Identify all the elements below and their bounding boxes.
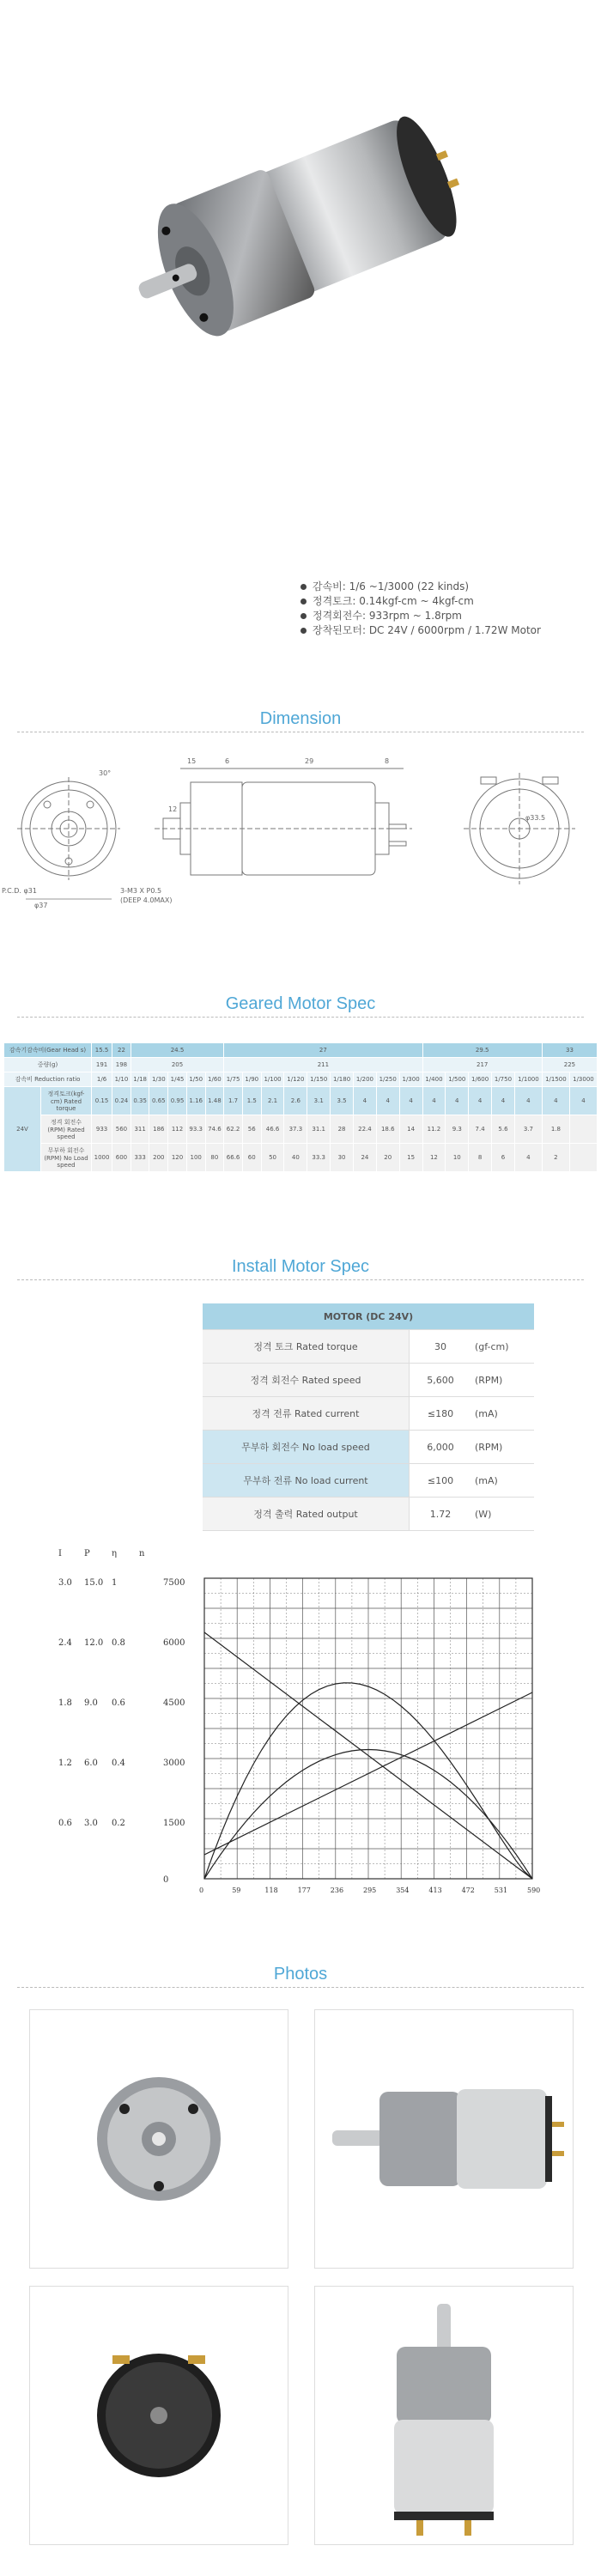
chart-x-tick: 413 bbox=[428, 1886, 442, 1894]
spec-noload-cell: 6 bbox=[492, 1144, 515, 1172]
spec-ratios-cell: 1/1000 bbox=[514, 1072, 542, 1087]
motor-row-label: 무부하 회전수 No load speed bbox=[203, 1431, 410, 1464]
spec-ratios-cell: 1/90 bbox=[242, 1072, 261, 1087]
spec-torque-cell: 4 bbox=[514, 1087, 542, 1115]
spec-speed-cell: 46.6 bbox=[261, 1115, 284, 1144]
spec-speed-cell: 18.6 bbox=[376, 1115, 399, 1144]
spec-noload-cell: 2 bbox=[542, 1144, 569, 1172]
spec-speed-cell: 3.7 bbox=[514, 1115, 542, 1144]
spec-group: 33 bbox=[542, 1043, 597, 1058]
motor-row-value: ≤180 bbox=[410, 1397, 472, 1431]
spec-torque-cell: 4 bbox=[446, 1087, 469, 1115]
motor-row-label: 정격 전류 Rated current bbox=[203, 1397, 410, 1431]
chart-tick-label: 0 bbox=[163, 1875, 169, 1885]
spec-ratios-cell: 1/18 bbox=[131, 1072, 149, 1087]
dim-6: 6 bbox=[225, 757, 230, 765]
spec-speed-cell: 56 bbox=[242, 1115, 261, 1144]
spec-noload-label: 무부하 회전수 (RPM) No Load speed bbox=[41, 1144, 92, 1172]
chart-tick-label: 4500 bbox=[163, 1698, 185, 1708]
spec-speed-cell: 9.3 bbox=[446, 1115, 469, 1144]
section-divider bbox=[17, 1987, 584, 1988]
spec-ratios-cell: 1/50 bbox=[186, 1072, 205, 1087]
dim-d33: φ33.5 bbox=[525, 814, 546, 822]
motor-row-value: ≤100 bbox=[410, 1464, 472, 1498]
chart-tick-label: 6000 bbox=[163, 1638, 185, 1648]
chart-x-tick: 0 bbox=[199, 1886, 204, 1894]
spec-weight: 198 bbox=[112, 1058, 131, 1072]
dim-29: 29 bbox=[305, 757, 314, 765]
spec-speed-cell: 186 bbox=[149, 1115, 168, 1144]
spec-weight: 217 bbox=[422, 1058, 542, 1072]
chart-axis-head: I bbox=[58, 1549, 62, 1558]
spec-noload-cell: 100 bbox=[186, 1144, 205, 1172]
dim-screw: 3-M3 X P0.5 bbox=[120, 887, 162, 895]
spec-noload-cell: 120 bbox=[168, 1144, 187, 1172]
spec-ratios-cell: 1/200 bbox=[353, 1072, 376, 1087]
chart-x-tick: 118 bbox=[264, 1886, 278, 1894]
spec-noload-cell: 200 bbox=[149, 1144, 168, 1172]
chart-axis-head: n bbox=[139, 1549, 145, 1558]
motor-row-label: 정격 토크 Rated torque bbox=[203, 1330, 410, 1364]
section-divider bbox=[17, 1279, 584, 1280]
spec-speed-cell: 37.3 bbox=[284, 1115, 307, 1144]
motor-row-unit: (mA) bbox=[471, 1397, 534, 1431]
spec-noload-cell: 4 bbox=[514, 1144, 542, 1172]
spec-torque-cell: 0.35 bbox=[131, 1087, 149, 1115]
spec-ratios-cell: 1/300 bbox=[399, 1072, 422, 1087]
spec-noload-cell: 33.3 bbox=[307, 1144, 331, 1172]
spec-speed-cell: 28 bbox=[331, 1115, 354, 1144]
chart-tick-label: 0.8 bbox=[112, 1638, 125, 1648]
spec-ratios-cell: 1/150 bbox=[307, 1072, 331, 1087]
spec-weight: 205 bbox=[131, 1058, 223, 1072]
spec-noload-cell: 10 bbox=[446, 1144, 469, 1172]
chart-tick-label: 1500 bbox=[163, 1819, 185, 1828]
chart-tick-label: 3.0 bbox=[58, 1578, 72, 1588]
section-title-photos: Photos bbox=[273, 1965, 328, 1984]
spec-noload-cell: 30 bbox=[331, 1144, 354, 1172]
spec-speed-cell: 1.8 bbox=[542, 1115, 569, 1144]
spec-noload-cell: 80 bbox=[205, 1144, 224, 1172]
spec-speed-cell bbox=[569, 1115, 597, 1144]
motor-row-unit: (gf-cm) bbox=[471, 1330, 534, 1364]
spec-torque-cell: 4 bbox=[569, 1087, 597, 1115]
motor-row-value: 5,600 bbox=[410, 1364, 472, 1397]
spec-noload-cell: 1000 bbox=[92, 1144, 112, 1172]
spec-group: 27 bbox=[224, 1043, 422, 1058]
dim-12: 12 bbox=[168, 805, 178, 813]
dim-pcd: P.C.D. φ31 bbox=[2, 887, 37, 895]
spec-speed-cell: 112 bbox=[168, 1115, 187, 1144]
section-divider bbox=[17, 1017, 584, 1018]
photo-rear bbox=[29, 2286, 288, 2545]
spec-noload-cell bbox=[569, 1144, 597, 1172]
spec-speed-cell: 14 bbox=[399, 1115, 422, 1144]
chart-x-tick: 59 bbox=[232, 1886, 241, 1894]
spec-group: 29.5 bbox=[422, 1043, 542, 1058]
spec-weight-label: 중량(g) bbox=[4, 1058, 92, 1072]
spec-noload-cell: 60 bbox=[242, 1144, 261, 1172]
geared-spec-table bbox=[3, 1042, 598, 1172]
chart-x-tick: 590 bbox=[527, 1886, 541, 1894]
chart-tick-label: 3000 bbox=[163, 1759, 185, 1768]
feature-item: 장착된모터: DC 24V / 6000rpm / 1.72W Motor bbox=[300, 623, 575, 638]
dim-d37: φ37 bbox=[34, 902, 48, 909]
spec-torque-cell: 0.15 bbox=[92, 1087, 112, 1115]
motor-row-unit: (RPM) bbox=[471, 1431, 534, 1464]
chart-x-tick: 295 bbox=[363, 1886, 377, 1894]
spec-weight: 225 bbox=[542, 1058, 597, 1072]
chart-tick-label: 12.0 bbox=[84, 1638, 104, 1648]
spec-ratios-cell: 1/750 bbox=[492, 1072, 515, 1087]
spec-noload-cell: 24 bbox=[353, 1144, 376, 1172]
spec-noload-cell: 12 bbox=[422, 1144, 446, 1172]
spec-speed-cell: 22.4 bbox=[353, 1115, 376, 1144]
spec-torque-cell: 4 bbox=[376, 1087, 399, 1115]
spec-noload-cell: 20 bbox=[376, 1144, 399, 1172]
spec-torque-cell: 4 bbox=[422, 1087, 446, 1115]
spec-ratios-cell: 1/10 bbox=[112, 1072, 131, 1087]
dim-8: 8 bbox=[385, 757, 390, 765]
chart-tick-label: 1.8 bbox=[58, 1698, 72, 1708]
spec-torque-cell: 4 bbox=[399, 1087, 422, 1115]
chart-tick-label: 3.0 bbox=[84, 1819, 98, 1828]
performance-chart bbox=[0, 1537, 601, 1906]
motor-row-value: 6,000 bbox=[410, 1431, 472, 1464]
motor-row-unit: (RPM) bbox=[471, 1364, 534, 1397]
dim-deep: (DEEP 4.0MAX) bbox=[120, 896, 173, 904]
chart-tick-label: 1 bbox=[112, 1578, 118, 1588]
spec-noload-cell: 66.6 bbox=[224, 1144, 243, 1172]
feature-list bbox=[300, 580, 575, 638]
spec-torque-cell: 4 bbox=[469, 1087, 492, 1115]
spec-weight: 211 bbox=[224, 1058, 422, 1072]
spec-noload-cell: 15 bbox=[399, 1144, 422, 1172]
spec-voltage: 24V bbox=[4, 1087, 41, 1172]
spec-ratios-cell: 1/500 bbox=[446, 1072, 469, 1087]
motor-row-label: 정격 회전수 Rated speed bbox=[203, 1364, 410, 1397]
chart-x-tick: 354 bbox=[396, 1886, 410, 1894]
motor-row-label: 정격 출력 Rated output bbox=[203, 1498, 410, 1531]
chart-tick-label: 1.2 bbox=[58, 1759, 72, 1768]
spec-group: 15.5 bbox=[92, 1043, 112, 1058]
photo-top bbox=[314, 2286, 574, 2545]
chart-tick-label: 9.0 bbox=[84, 1698, 98, 1708]
motor-table-header: MOTOR (DC 24V) bbox=[203, 1303, 534, 1330]
section-title-dimension: Dimension bbox=[259, 709, 342, 728]
spec-torque-cell: 1.7 bbox=[224, 1087, 243, 1115]
spec-torque-cell: 0.65 bbox=[149, 1087, 168, 1115]
spec-noload-cell: 600 bbox=[112, 1144, 131, 1172]
spec-noload-cell: 333 bbox=[131, 1144, 149, 1172]
dim-angle: 30° bbox=[99, 769, 112, 777]
feature-item: 정격회전수: 933rpm ~ 1.8rpm bbox=[300, 609, 575, 623]
spec-speed-label: 정격 회전수 (RPM) Rated speed bbox=[41, 1115, 92, 1144]
spec-ratios-cell: 1/30 bbox=[149, 1072, 168, 1087]
motor-row-unit: (W) bbox=[471, 1498, 534, 1531]
spec-ratios-cell: 1/180 bbox=[331, 1072, 354, 1087]
spec-torque-cell: 2.1 bbox=[261, 1087, 284, 1115]
chart-x-tick: 177 bbox=[297, 1886, 311, 1894]
spec-ratios-cell: 1/120 bbox=[284, 1072, 307, 1087]
spec-speed-cell: 62.2 bbox=[224, 1115, 243, 1144]
spec-ratios-cell: 1/45 bbox=[168, 1072, 187, 1087]
feature-item: 감속비: 1/6 ~1/3000 (22 kinds) bbox=[300, 580, 575, 594]
spec-torque-cell: 1.5 bbox=[242, 1087, 261, 1115]
spec-speed-cell: 5.6 bbox=[492, 1115, 515, 1144]
spec-torque-cell: 4 bbox=[492, 1087, 515, 1115]
spec-group: 22 bbox=[112, 1043, 131, 1058]
motor-row-value: 1.72 bbox=[410, 1498, 472, 1531]
section-title-install: Install Motor Spec bbox=[231, 1257, 370, 1276]
dimension-drawing bbox=[0, 743, 601, 940]
spec-speed-cell: 7.4 bbox=[469, 1115, 492, 1144]
chart-tick-label: 2.4 bbox=[58, 1638, 72, 1648]
spec-torque-cell: 2.6 bbox=[284, 1087, 307, 1115]
spec-ratios-cell: 1/250 bbox=[376, 1072, 399, 1087]
spec-ratios-cell: 1/400 bbox=[422, 1072, 446, 1087]
chart-axis-head: η bbox=[112, 1549, 117, 1558]
spec-torque-cell: 1.16 bbox=[186, 1087, 205, 1115]
photo-side bbox=[314, 2009, 574, 2269]
spec-ratios-cell: 1/100 bbox=[261, 1072, 284, 1087]
spec-ratios-cell: 1/600 bbox=[469, 1072, 492, 1087]
chart-tick-label: 0.6 bbox=[58, 1819, 72, 1828]
spec-weight: 191 bbox=[92, 1058, 112, 1072]
spec-header-left: 감속기감속비(Gear Head s) bbox=[4, 1043, 92, 1058]
spec-speed-cell: 74.6 bbox=[205, 1115, 224, 1144]
chart-tick-label: 15.0 bbox=[84, 1578, 104, 1588]
spec-ratios-cell: 1/6 bbox=[92, 1072, 112, 1087]
spec-speed-cell: 31.1 bbox=[307, 1115, 331, 1144]
spec-speed-cell: 560 bbox=[112, 1115, 131, 1144]
chart-x-tick: 236 bbox=[330, 1886, 344, 1894]
spec-torque-cell: 3.5 bbox=[331, 1087, 354, 1115]
spec-group: 24.5 bbox=[131, 1043, 223, 1058]
spec-noload-cell: 50 bbox=[261, 1144, 284, 1172]
spec-torque-cell: 4 bbox=[353, 1087, 376, 1115]
spec-speed-cell: 93.3 bbox=[186, 1115, 205, 1144]
motor-row-value: 30 bbox=[410, 1330, 472, 1364]
dim-15: 15 bbox=[187, 757, 197, 765]
motor-row-label: 무부하 전류 No load current bbox=[203, 1464, 410, 1498]
chart-axis-head: P bbox=[84, 1549, 90, 1558]
hero-motor-image bbox=[0, 0, 601, 550]
chart-tick-label: 7500 bbox=[163, 1578, 185, 1588]
photo-front bbox=[29, 2009, 288, 2269]
feature-item: 정격토크: 0.14kgf-cm ~ 4kgf-cm bbox=[300, 594, 575, 609]
spec-noload-cell: 8 bbox=[469, 1144, 492, 1172]
spec-ratios-cell: 1/1500 bbox=[542, 1072, 569, 1087]
spec-torque-cell: 0.24 bbox=[112, 1087, 131, 1115]
spec-ratios-cell: 1/3000 bbox=[569, 1072, 597, 1087]
chart-x-tick: 472 bbox=[461, 1886, 475, 1894]
chart-x-tick: 531 bbox=[494, 1886, 508, 1894]
motor-spec-table bbox=[203, 1303, 534, 1531]
chart-tick-label: 0.6 bbox=[112, 1698, 125, 1708]
spec-speed-cell: 933 bbox=[92, 1115, 112, 1144]
chart-tick-label: 0.4 bbox=[112, 1759, 125, 1768]
spec-torque-label: 정격토크(kgf-cm) Rated torque bbox=[41, 1087, 92, 1115]
section-title-geared: Geared Motor Spec bbox=[225, 994, 376, 1013]
spec-speed-cell: 11.2 bbox=[422, 1115, 446, 1144]
motor-row-unit: (mA) bbox=[471, 1464, 534, 1498]
spec-speed-cell: 311 bbox=[131, 1115, 149, 1144]
spec-noload-cell: 40 bbox=[284, 1144, 307, 1172]
spec-ratios-cell: 1/75 bbox=[224, 1072, 243, 1087]
chart-tick-label: 0.2 bbox=[112, 1819, 125, 1828]
spec-torque-cell: 4 bbox=[542, 1087, 569, 1115]
spec-torque-cell: 3.1 bbox=[307, 1087, 331, 1115]
spec-torque-cell: 1.48 bbox=[205, 1087, 224, 1115]
spec-torque-cell: 0.95 bbox=[168, 1087, 187, 1115]
spec-ratio-label: 감속비 Reduction ratio bbox=[4, 1072, 92, 1087]
spec-ratios-cell: 1/60 bbox=[205, 1072, 224, 1087]
chart-tick-label: 6.0 bbox=[84, 1759, 98, 1768]
